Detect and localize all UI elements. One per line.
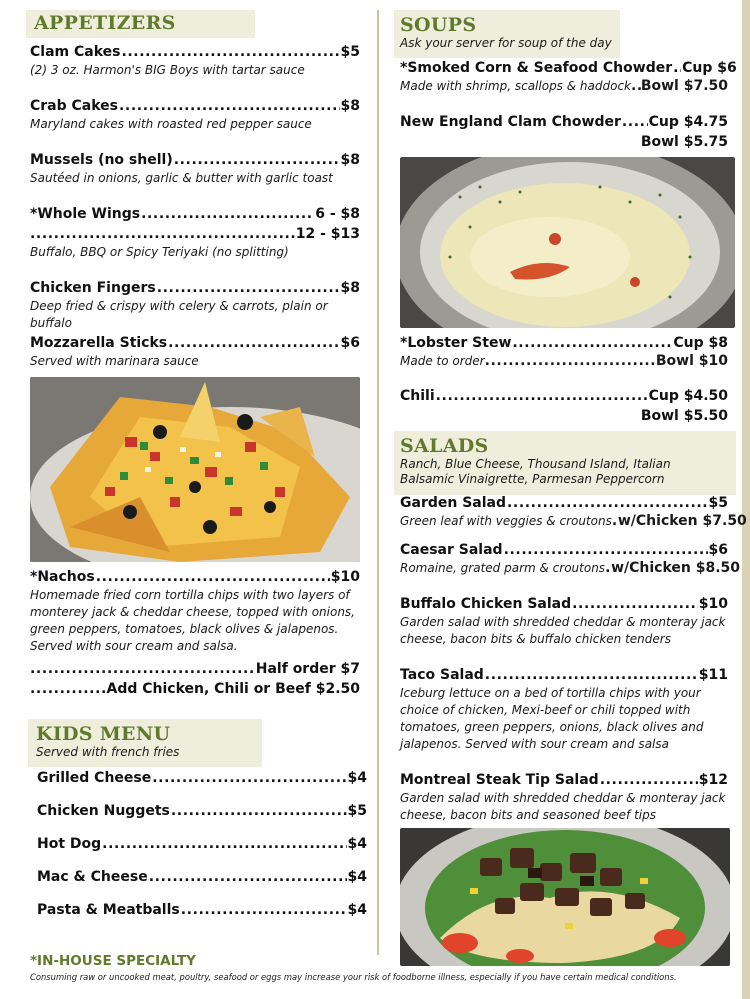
soups-title: SOUPS (400, 14, 477, 36)
salads-dressings-2: Balsamic Vinaigrette, Parmesan Peppercorn (400, 472, 665, 486)
item-price: $8 (340, 98, 360, 114)
chowder-photo (400, 157, 735, 328)
kids-menu-subtitle: Served with french fries (36, 745, 180, 759)
nachos-photo (30, 377, 360, 562)
nachos-half-order: Half order $7 (255, 661, 360, 677)
item-name: Pasta & Meatballs (37, 902, 180, 918)
item-price: $5 (340, 44, 360, 60)
nachos-image (30, 377, 360, 562)
item-description: Deep fried & crispy with celery & carrots, plain or buffalo (30, 299, 328, 330)
item-name: Clam Cakes (30, 44, 121, 60)
salad-item-garden (400, 493, 747, 529)
item-name: Chicken Fingers (30, 280, 156, 296)
item-price-cup: Cup $8 (673, 335, 728, 351)
item-price: $6 (340, 335, 360, 351)
salads-header (394, 431, 736, 495)
food-safety-disclaimer: Consuming raw or uncooked meat, poultry, seafood or eggs may increase your risk of foodborne illness, especially if you have certain medical conditions. (30, 972, 677, 982)
item-name: Buffalo Chicken Salad (400, 596, 572, 612)
item-name: Chili (400, 388, 435, 404)
item-name: Mozzarella Sticks (30, 335, 168, 351)
item-name: *Nachos (30, 569, 95, 585)
chowder-image (400, 157, 735, 328)
item-price: $8 (340, 152, 360, 168)
item-description: Green leaf with veggies & croutons (400, 514, 612, 528)
item-price-cup: Cup $4.50 (648, 388, 728, 404)
kids-item-hot-dog (37, 834, 367, 854)
item-name: *Lobster Stew (400, 335, 512, 351)
item-price-bowl: Bowl $7.50 (640, 78, 728, 94)
item-price-cup: Cup $6 (682, 60, 737, 76)
item-name: Taco Salad (400, 667, 484, 683)
item-price: $5 (708, 495, 728, 511)
item-description: Garden salad with shredded cheddar & monteray jack cheese, bacon bits and seasoned beef tips (400, 791, 726, 822)
item-description: Iceburg lettuce on a bed of tortilla chips with your choice of chicken, Mexi-beef or chili topped with tomatoes, green peppers, onions, black olives and jalapenos. Served with sour cream and salsa (400, 686, 704, 751)
item-description: (2) 3 oz. Harmon's BIG Boys with tartar sauce (30, 63, 305, 77)
kids-item-pasta-meatballs (37, 900, 367, 920)
item-name: *Whole Wings (30, 206, 141, 222)
steak-salad-image (400, 828, 730, 966)
item-price: $8 (340, 280, 360, 296)
item-price-chicken: w/Chicken $8.50 (611, 560, 741, 576)
item-price-bowl: Bowl $5.75 (640, 134, 728, 150)
column-divider (377, 10, 379, 955)
soups-subtitle: Ask your server for soup of the day (400, 36, 612, 50)
kids-item-chicken-nuggets (37, 801, 367, 821)
item-price: $10 (330, 569, 360, 585)
salad-item-taco (400, 665, 728, 753)
menu-item-clam-cakes (30, 42, 360, 79)
item-name: Mussels (no shell) (30, 152, 173, 168)
item-description: Homemade fried corn tortilla chips with two layers of monterey jack & cheddar cheese, topped with onions, green peppers, tomatoes, black olives & jalapenos. Served with sour cream and salsa. (30, 588, 355, 653)
item-name: Caesar Salad (400, 542, 503, 558)
kids-menu-header (28, 719, 262, 767)
item-price: $5 (347, 803, 367, 819)
salad-item-steak-tip (400, 770, 728, 824)
menu-item-crab-cakes (30, 96, 360, 133)
item-description: Served with marinara sauce (30, 354, 199, 368)
item-price-bowl: Bowl $10 (655, 353, 728, 369)
item-price: $4 (347, 869, 367, 885)
item-description: Made with shrimp, scallops & haddock (400, 79, 632, 93)
item-name: Hot Dog (37, 836, 102, 852)
item-description: Maryland cakes with roasted red pepper sauce (30, 117, 312, 131)
item-price: $4 (347, 902, 367, 918)
item-name: New England Clam Chowder (400, 114, 621, 130)
salad-item-buffalo-chicken (400, 594, 728, 648)
menu-item-nachos (30, 567, 360, 699)
kids-item-grilled-cheese (37, 768, 367, 788)
salad-item-caesar (400, 540, 741, 576)
item-price: $4 (347, 836, 367, 852)
item-name: Mac & Cheese (37, 869, 148, 885)
soup-item-clam-chowder (400, 112, 728, 152)
item-price: $4 (347, 770, 367, 786)
appetizers-title: APPETIZERS (34, 12, 176, 34)
soups-header (394, 10, 620, 58)
item-price-large: 12 - $13 (295, 226, 360, 242)
item-name: Montreal Steak Tip Salad (400, 772, 599, 788)
kids-menu-title: KIDS MENU (36, 723, 171, 745)
appetizers-header (26, 10, 255, 38)
salads-title: SALADS (400, 435, 489, 457)
item-description: Romaine, grated parm & croutons (400, 561, 606, 575)
item-price-bowl: Bowl $5.50 (640, 408, 728, 424)
in-house-specialty-note: *IN-HOUSE SPECIALTY (30, 953, 196, 969)
item-name: Crab Cakes (30, 98, 119, 114)
item-price: $6 (708, 542, 728, 558)
item-name: *Smoked Corn & Seafood Chowder (400, 60, 673, 76)
item-price: $10 (698, 596, 728, 612)
menu-item-mussels (30, 150, 360, 187)
item-price: 6 - $8 (315, 206, 360, 222)
item-name: Chicken Nuggets (37, 803, 170, 819)
nachos-add-ons: Add Chicken, Chili or Beef $2.50 (106, 681, 360, 697)
item-description: Garden salad with shredded cheddar & monteray jack cheese, bacon bits & buffalo chicken tenders (400, 615, 726, 646)
item-name: Grilled Cheese (37, 770, 152, 786)
soup-item-chowder (400, 58, 737, 94)
salads-dressings-1: Ranch, Blue Cheese, Thousand Island, Italian (400, 457, 671, 471)
soup-item-lobster-stew (400, 333, 728, 369)
item-price-cup: Cup $4.75 (648, 114, 728, 130)
steak-salad-photo (400, 828, 730, 966)
item-price: $11 (698, 667, 728, 683)
item-price-chicken: w/Chicken $7.50 (617, 513, 747, 529)
item-price: $12 (698, 772, 728, 788)
item-description: Buffalo, BBQ or Spicy Teriyaki (no splitting) (30, 245, 289, 259)
soup-item-chili (400, 386, 728, 426)
item-name: Garden Salad (400, 495, 506, 511)
page-edge (742, 0, 750, 999)
item-description: Sautéed in onions, garlic & butter with garlic toast (30, 171, 333, 185)
menu-item-whole-wings (30, 204, 360, 261)
menu-item-mozzarella-sticks (30, 333, 360, 370)
kids-item-mac-cheese (37, 867, 367, 887)
item-description: Made to order (400, 354, 485, 368)
menu-item-chicken-fingers (30, 278, 360, 332)
